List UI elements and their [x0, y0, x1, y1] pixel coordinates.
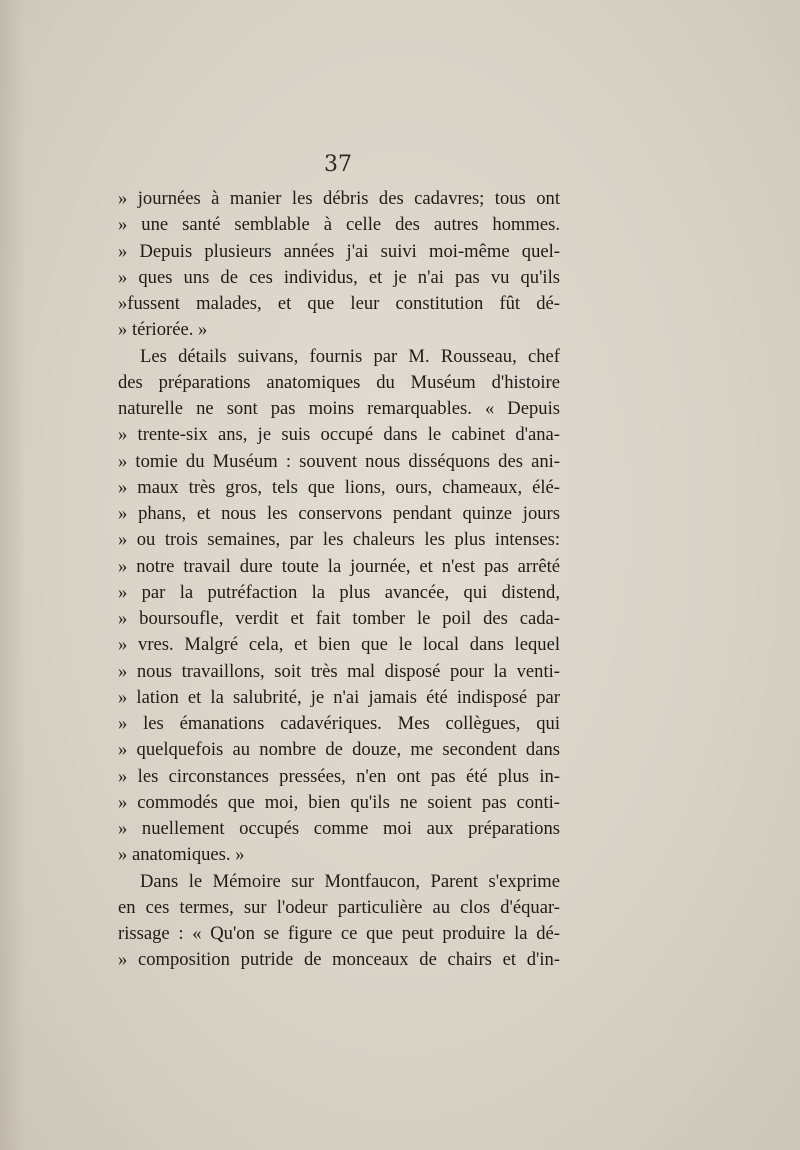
text-line: » ou trois semaines, par les chaleurs les plus intenses: [118, 529, 560, 551]
text-line: » notre travail dure toute la journée, et n'est pas arrêté [118, 555, 560, 577]
text-line: » par la putréfaction la plus avancée, qui distend, [118, 581, 560, 603]
text-line: » phans, et nous les conservons pendant quinze jours [118, 503, 560, 524]
text-line: » tomie du Muséum : souvent nous disséquons des ani- [118, 450, 560, 472]
text-line: Dans le Mémoire sur Montfaucon, Parent s'exprime [140, 870, 560, 892]
text-line: naturelle ne sont pas moins remarquables. « Depuis [118, 398, 560, 419]
text-line: Les détails suivans, fournis par M. Rousseau, chef [140, 345, 560, 367]
text-line: » vres. Malgré cela, et bien que le local dans lequel [118, 634, 560, 656]
page-number: 37 [324, 152, 352, 177]
text-line: » ques uns de ces individus, et je n'ai pas vu qu'ils [118, 266, 560, 288]
text-line: » composition putride de monceaux de chairs et d'in- [118, 949, 560, 971]
text-line: » trente-six ans, je suis occupé dans le cabinet d'ana- [118, 424, 560, 446]
text-line: » les émanations cadavériques. Mes collègues, qui [118, 713, 560, 734]
text-line: » commodés que moi, bien qu'ils ne soient pas conti- [118, 791, 560, 813]
text-line: » une santé semblable à celle des autres hommes. [118, 214, 560, 236]
text-line: en ces termes, sur l'odeur particulière au clos d'équar- [118, 896, 560, 918]
text-line: des préparations anatomiques du Muséum d'histoire [118, 371, 560, 393]
text-line: » Depuis plusieurs années j'ai suivi moi-même quel- [118, 240, 560, 262]
text-line: » lation et la salubrité, je n'ai jamais été indisposé par [118, 686, 560, 708]
text-line: » maux très gros, tels que lions, ours, chameaux, élé- [118, 476, 560, 498]
text-line: » tériorée. » [118, 319, 208, 341]
text-line: » anatomiques. » [118, 844, 245, 866]
text-line: » quelquefois au nombre de douze, me secondent dans [118, 739, 560, 761]
text-line: » journées à manier les débris des cadavres; tous ont [118, 188, 560, 209]
text-line: » boursoufle, verdit et fait tomber le poil des cada- [118, 608, 560, 629]
text-line: »fussent malades, et que leur constitution fût dé- [118, 293, 560, 314]
text-line: » nuellement occupés comme moi aux préparations [118, 818, 560, 839]
body-text [118, 186, 560, 974]
text-line: » les circonstances pressées, n'en ont pas été plus in- [118, 765, 560, 787]
text-line: rissage : « Qu'on se figure ce que peut produire la dé- [118, 923, 560, 944]
text-line: » nous travaillons, soit très mal disposé pour la venti- [118, 660, 560, 682]
